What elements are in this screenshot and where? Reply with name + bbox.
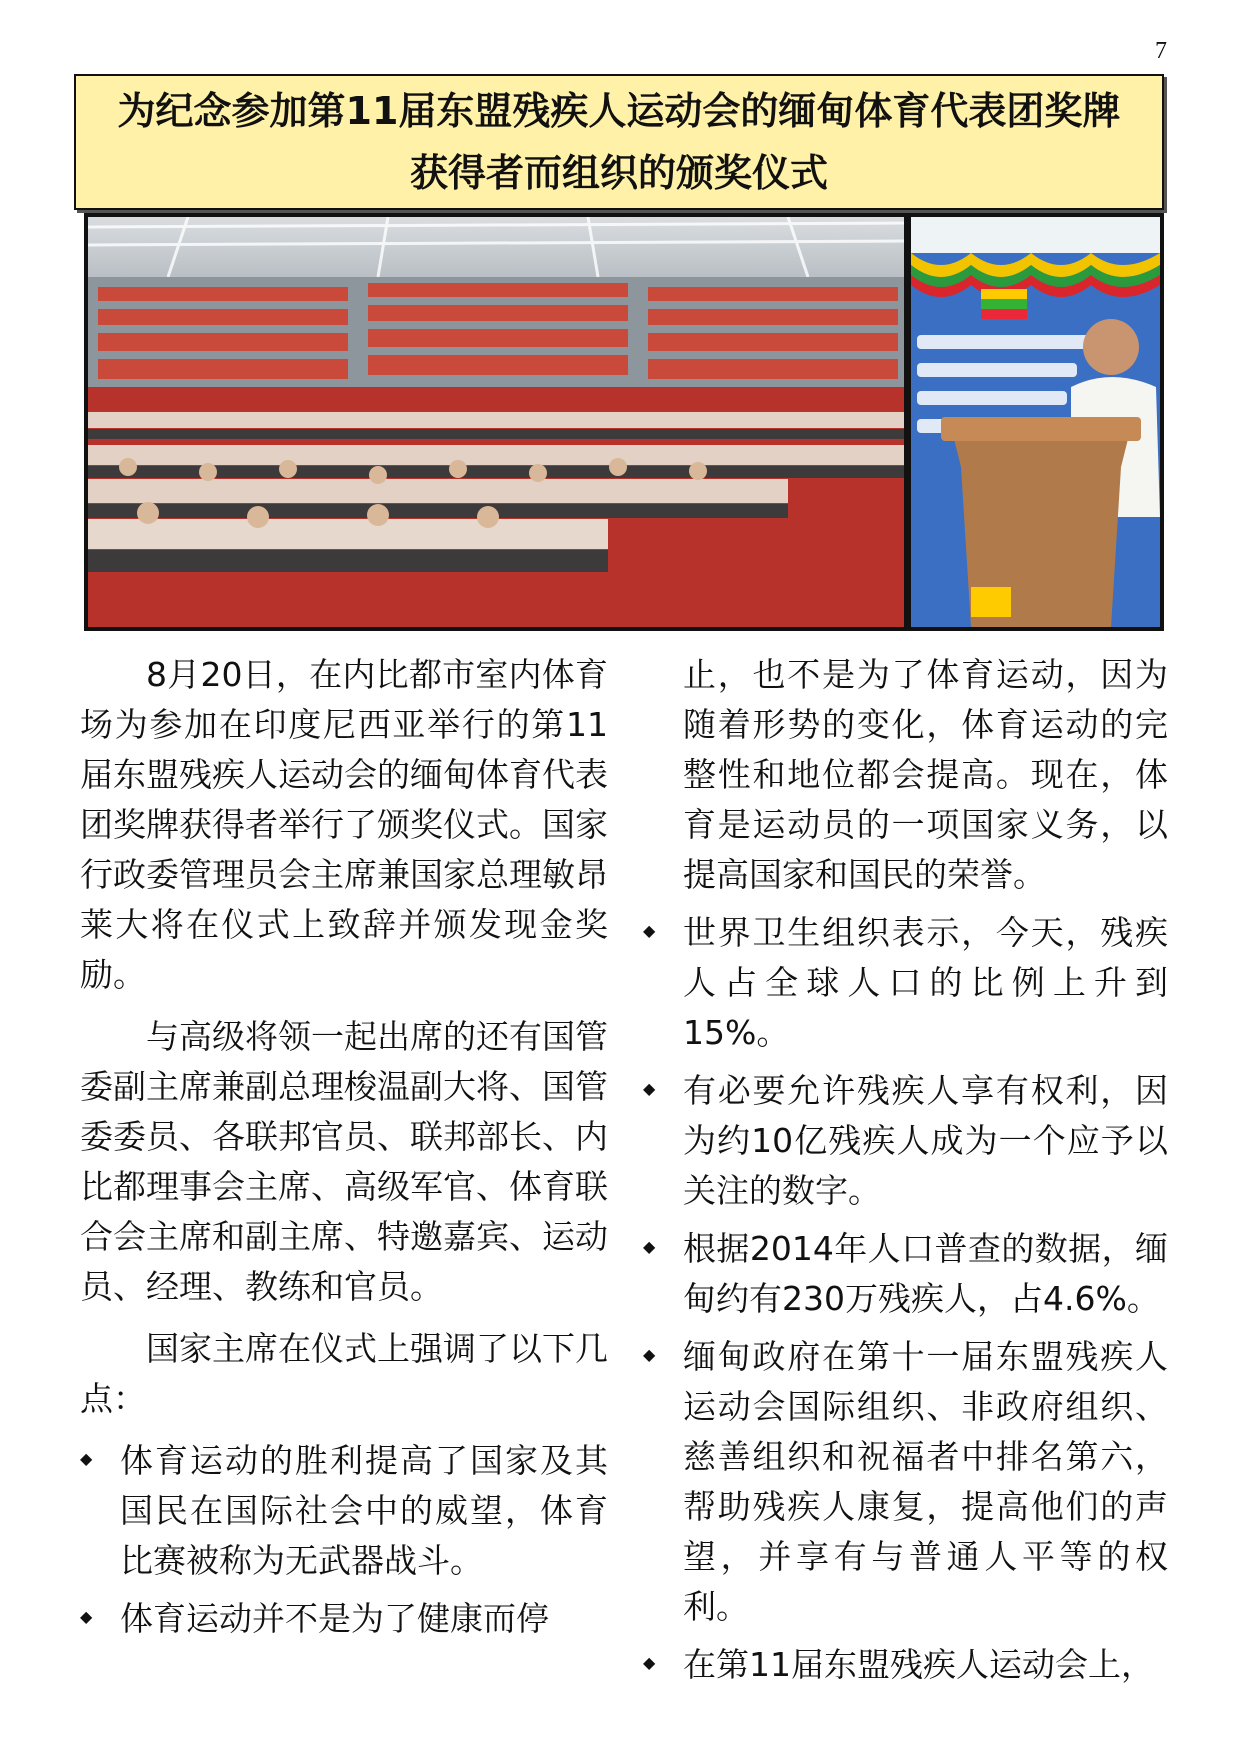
diamond-bullet-icon: ◆: [80, 1449, 93, 1468]
list-item: ◆ 体育运动并不是为了健康而停: [80, 1599, 549, 1638]
list-item: ◆ 有必要允许残疾人享有权利，因为约10亿残疾人成为一个应予以关注的数字。: [643, 1071, 1168, 1210]
left-column: [80, 650, 608, 1652]
points-list-right: [643, 650, 1168, 1690]
paragraph-1: 8月20日，在内比都市室内体育场为参加在印度尼西亚举行的第11届东盟残疾人运动会的缅甸体育代表团奖牌获得者举行了颁奖仪式。国家行政委管理员会主席兼国家总理敏昂莱大将在仪式上致辞并颁发现金奖励。: [80, 655, 608, 994]
diamond-bullet-icon: ◆: [80, 1607, 93, 1626]
diamond-bullet-icon: ◆: [643, 1345, 656, 1364]
diamond-bullet-icon: ◆: [643, 1079, 656, 1098]
photo-strip: [84, 213, 1164, 631]
list-item: ◆ 缅甸政府在第十一届东盟残疾人运动会国际组织、非政府组织、慈善组织和祝福者中排名第六，帮助残疾人康复，提高他们的声望，并享有与普通人平等的权利。: [643, 1337, 1168, 1626]
paragraph-2: 与高级将领一起出席的还有国管委副主席兼副总理梭温副大将、国管委委员、各联邦官员、联邦部长、内比都理事会主席、高级军官、体育联合会主席和副主席、特邀嘉宾、运动员、经理、教练和官员。: [80, 1017, 608, 1306]
diamond-bullet-icon: ◆: [643, 1653, 656, 1672]
diamond-bullet-icon: ◆: [643, 921, 656, 940]
paragraph-3: 国家主席在仪式上强调了以下几点：: [80, 1329, 608, 1418]
right-column: [643, 650, 1168, 1698]
arena-audience-photo: [88, 217, 904, 627]
list-item: ◆ 根据2014年人口普查的数据，缅甸约有230万残疾人，占4.6%。: [643, 1229, 1168, 1318]
list-item: ◆ 在第11届东盟残疾人运动会上，: [643, 1645, 1154, 1684]
list-item-continuation: 止，也不是为了体育运动，因为随着形势的变化，体育运动的完整性和地位都会提高。现在，体育是运动员的一项国家义务，以提高国家和国民的荣誉。: [683, 655, 1168, 894]
diamond-bullet-icon: ◆: [643, 1237, 656, 1256]
speaker-at-podium-photo: [911, 217, 1160, 627]
page-title: 为纪念参加第11届东盟残疾人运动会的缅甸体育代表团奖牌获得者而组织的颁奖仪式: [117, 89, 1121, 195]
title-box: [74, 74, 1164, 210]
points-list-left: [80, 1436, 608, 1644]
list-item: ◆ 体育运动的胜利提高了国家及其国民在国际社会中的威望，体育比赛被称为无武器战斗。: [80, 1441, 608, 1580]
list-item: ◆ 世界卫生组织表示，今天，残疾人占全球人口的比例上升到15%。: [643, 913, 1168, 1052]
page-number: 7: [1155, 38, 1167, 64]
